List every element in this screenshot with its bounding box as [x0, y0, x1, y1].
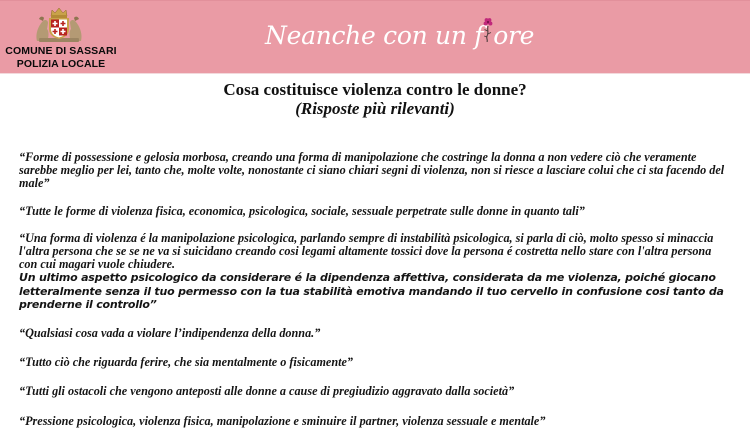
header-banner [0, 0, 750, 73]
answer-quote: “Pressione psicologica, violenza fisica, manipolazione e sminuire il partner, violenza sessuale e mentale” [19, 413, 546, 428]
answer-quote-text: “Una forma di violenza é la manipolazione psicologica, parlando sempre di instabilità psicologica, si parla di ciò, molto spesso si minaccia l'altra persona che se se ne va si suicidano creando cosi legami altamente tossici dove la persona é costretta nello stare con l'altra persona con cui magari vuole chiudere. [19, 230, 714, 272]
answer-quote: “Tutti gli ostacoli che vengono anteposti alle donne a cause di pregiudizio aggravato dalla società” [19, 384, 515, 399]
campaign-title [265, 18, 534, 50]
answer-quote: “Qualsiasi cosa vada a violare l’indipendenza della donna.” [19, 326, 321, 341]
campaign-title-part2: ore [493, 21, 535, 50]
answer-quote: “Tutte le forme di violenza fisica, economica, psicologica, sociale, sessuale perpetrate sulle donne in quanto tali” [19, 203, 585, 218]
campaign-title-part1: Neanche con un f [265, 21, 484, 50]
flower-icon [483, 18, 493, 44]
page-title: Cosa costituisce violenza contro le donne? [223, 80, 527, 99]
department-name: POLIZIA LOCALE [16, 58, 106, 70]
page-subtitle: (Risposte più rilevanti) [295, 99, 455, 118]
answer-quote: “Tutto ciò che riguarda ferire, che sia mentalmente o fisicamente” [19, 355, 354, 370]
answer-quote: “Forme di possessione e gelosia morbosa, creando una forma di manipolazione che costringe la donna a non vedere ciò che veramente sarebbe meglio per lei, tanto che, molte volte, nonostante ci siano chiari segni di violenza, non si riesce a lasciare colui che ci sta facendo del male” [19, 150, 725, 191]
comune-name: COMUNE DI SASSARI [5, 45, 117, 57]
answers-list [19, 151, 731, 441]
answer-quote [19, 232, 731, 311]
answer-quote-continuation: Un ultimo aspetto psicologico da considerare é la dipendenza affettiva, considerata da me violenza, poiché giocano letteralmente senza il tuo permesso con la tua stabilità emotiva mandando il tuo cervello in confusione cosi tanto da prenderne il controllo” [19, 271, 724, 311]
city-crest-icon [33, 7, 85, 43]
